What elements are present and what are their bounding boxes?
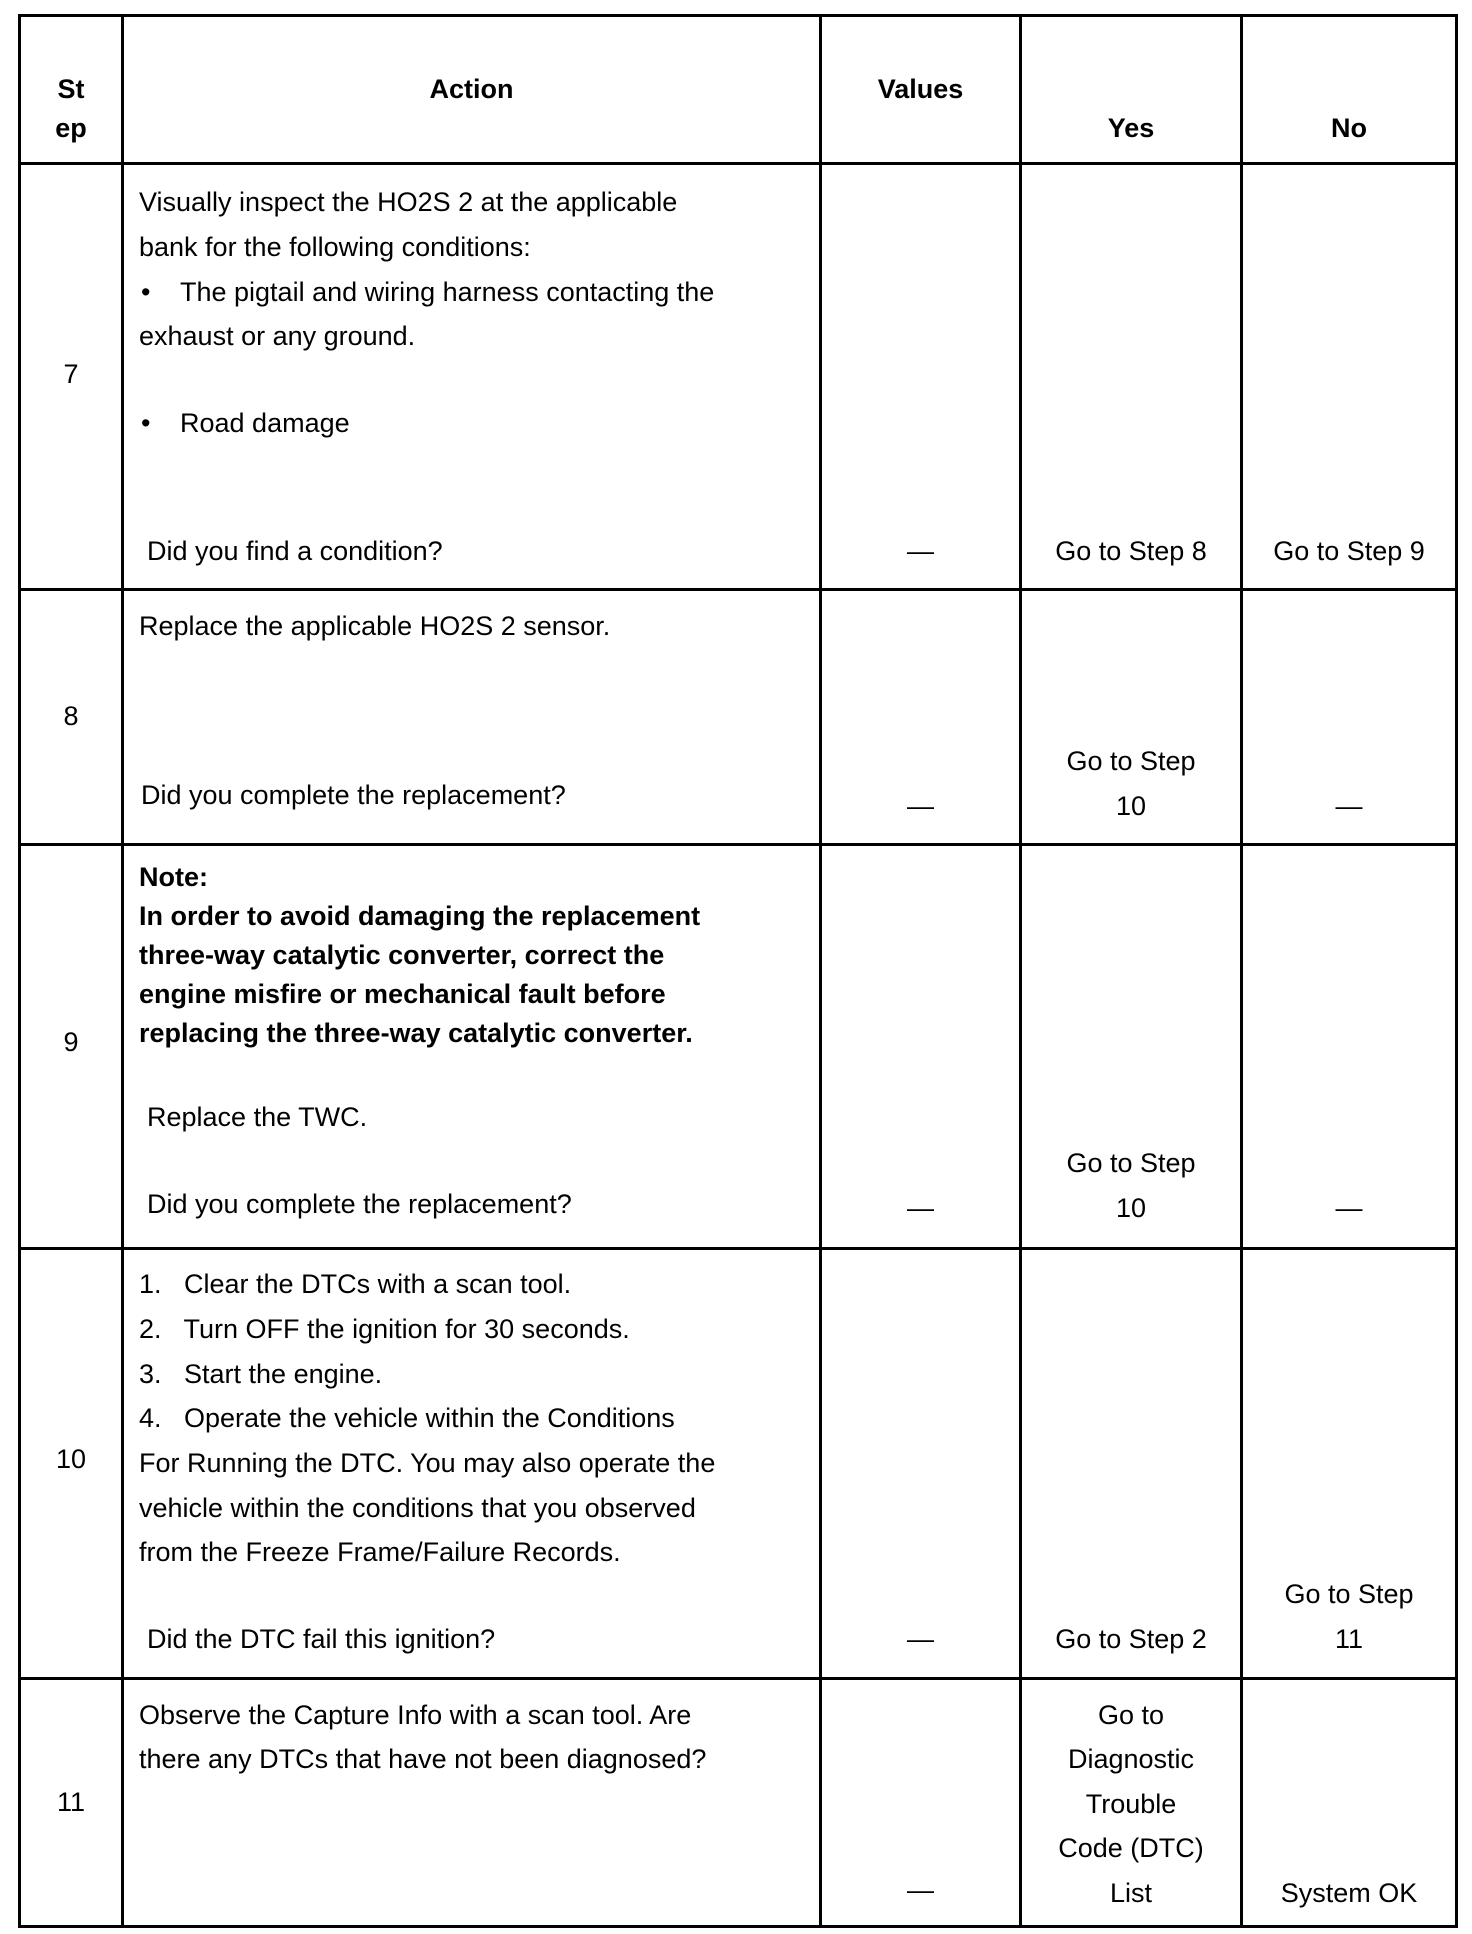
note-text: replacing the three-way catalytic converter. <box>139 1018 693 1048</box>
step-number: 8 <box>63 701 79 731</box>
action-list-item: 1. Clear the DTCs with a scan tool. <box>139 1269 572 1299</box>
row-divider-7 <box>18 588 1458 591</box>
action-bullet: Road damage <box>180 408 350 438</box>
action-text: vehicle within the conditions that you observed <box>139 1493 696 1523</box>
row-divider-10 <box>18 1677 1458 1680</box>
yes-cell: Go to <box>1097 1700 1165 1730</box>
yes-cell: Go to Step <box>1066 1148 1196 1178</box>
values-cell: — <box>907 1193 934 1223</box>
action-text: from the Freeze Frame/Failure Records. <box>139 1537 621 1567</box>
action-text: Visually inspect the HO2S 2 at the applicable <box>139 187 678 217</box>
action-question: Did the DTC fail this ignition? <box>147 1624 496 1654</box>
action-text: Observe the Capture Info with a scan tool. Are <box>139 1700 692 1730</box>
action-text: For Running the DTC. You may also operate the <box>139 1448 716 1478</box>
no-cell: Go to Step <box>1284 1579 1414 1609</box>
values-cell: — <box>907 536 934 566</box>
action-question: Did you complete the replacement? <box>141 780 566 810</box>
no-cell: 11 <box>1334 1624 1364 1654</box>
header-yes: Yes <box>1107 113 1155 143</box>
note-text: three-way catalytic converter, correct the <box>139 940 665 970</box>
header-values: Values <box>877 74 964 104</box>
note-text: engine misfire or mechanical fault before <box>139 979 666 1009</box>
table-border-top <box>18 14 1458 17</box>
row-divider-9 <box>18 1247 1458 1250</box>
yes-cell: 10 <box>1115 791 1147 821</box>
header-no: No <box>1331 113 1367 143</box>
yes-cell: 10 <box>1115 1193 1147 1223</box>
table-border-right <box>1455 14 1458 1928</box>
yes-cell: Go to Step 8 <box>1055 536 1207 566</box>
yes-cell: Go to Step <box>1066 746 1196 776</box>
action-question: Did you complete the replacement? <box>147 1189 572 1219</box>
header-divider <box>18 162 1458 165</box>
step-number: 10 <box>55 1444 87 1474</box>
no-cell: — <box>1335 791 1363 821</box>
table-border-left <box>18 14 21 1928</box>
yes-cell: Go to Step 2 <box>1055 1624 1207 1654</box>
step-number: 9 <box>63 1027 79 1057</box>
action-list-item: 4. Operate the vehicle within the Conditions <box>139 1403 675 1433</box>
action-text: exhaust or any ground. <box>139 321 416 351</box>
action-text: Replace the TWC. <box>147 1102 368 1132</box>
action-text: bank for the following conditions: <box>139 232 531 262</box>
values-cell: — <box>907 1624 934 1654</box>
column-divider-step <box>121 14 124 1928</box>
bullet-icon: • <box>141 277 151 307</box>
values-cell: — <box>907 791 934 821</box>
step-number: 7 <box>63 359 79 389</box>
yes-cell: Diagnostic <box>1067 1744 1195 1774</box>
no-cell: Go to Step 9 <box>1273 536 1425 566</box>
action-text: Replace the applicable HO2S 2 sensor. <box>139 611 611 641</box>
yes-cell: Trouble <box>1085 1789 1177 1819</box>
table-border-bottom <box>18 1925 1458 1928</box>
header-action: Action <box>429 74 514 104</box>
action-list-item: 2. Turn OFF the ignition for 30 seconds. <box>139 1314 630 1344</box>
bullet-icon: • <box>141 408 151 438</box>
action-text: there any DTCs that have not been diagnosed? <box>139 1744 707 1774</box>
yes-cell: Code (DTC) <box>1058 1833 1204 1863</box>
row-divider-8 <box>18 843 1458 846</box>
note-label: Note: <box>139 862 208 892</box>
action-bullet: The pigtail and wiring harness contacting the <box>180 277 715 307</box>
yes-cell: List <box>1109 1878 1153 1908</box>
no-cell: — <box>1335 1193 1363 1223</box>
action-question: Did you find a condition? <box>147 536 443 566</box>
step-number: 11 <box>56 1787 86 1817</box>
no-cell: System OK <box>1280 1878 1418 1908</box>
note-text: In order to avoid damaging the replacement <box>139 901 701 931</box>
action-list-item: 3. Start the engine. <box>139 1359 383 1389</box>
header-step: St ep <box>55 74 87 143</box>
values-cell: — <box>907 1875 934 1905</box>
